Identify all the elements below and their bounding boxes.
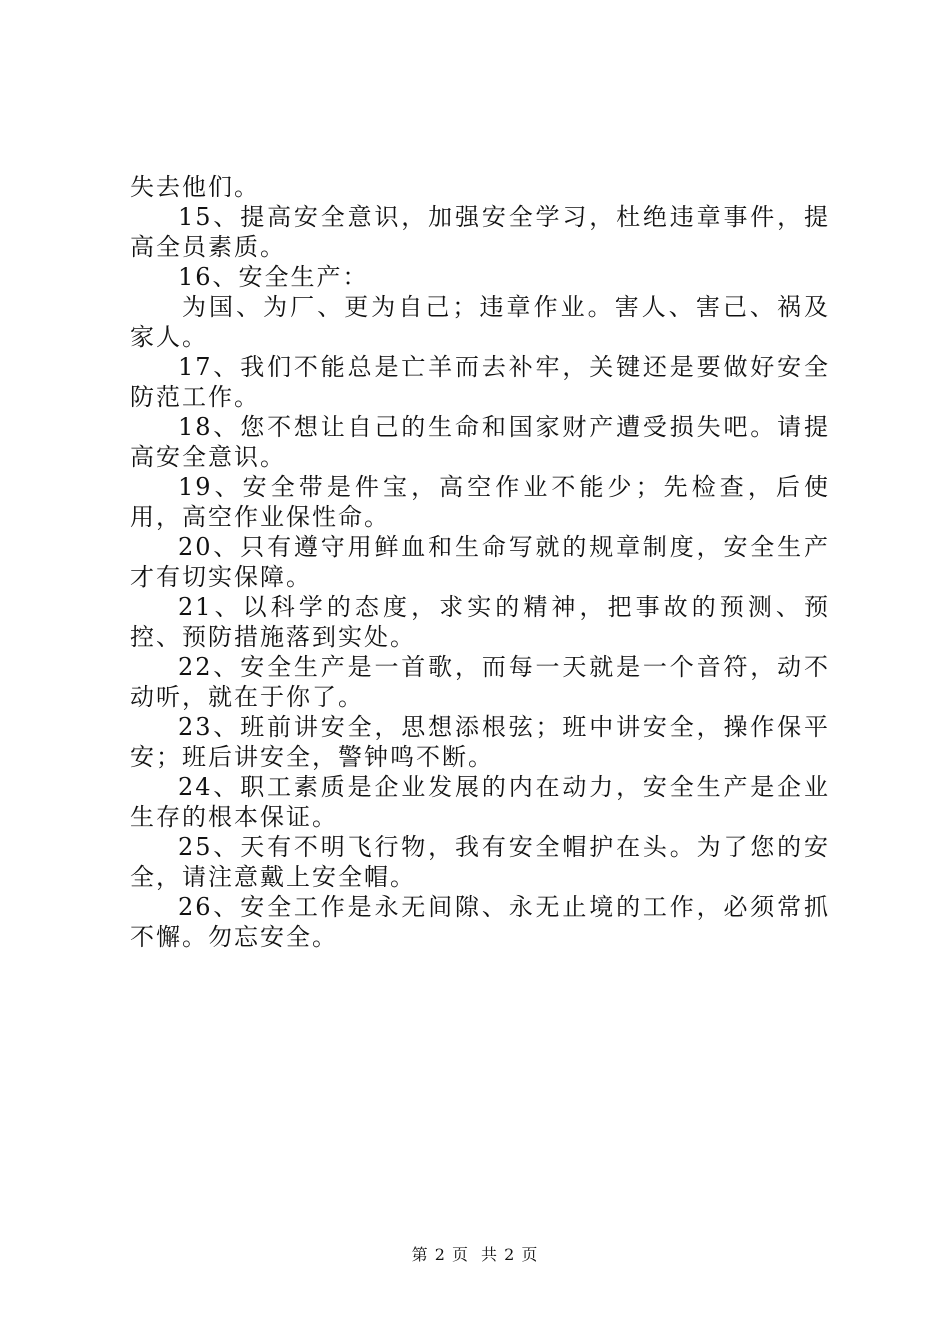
paragraph: 26、安全工作是永无间隙、永无止境的工作，必须常抓不懈。勿忘安全。 — [130, 893, 830, 951]
document-body — [130, 172, 830, 952]
paragraph: 25、天有不明飞行物，我有安全帽护在头。为了您的安全，请注意戴上安全帽。 — [130, 833, 830, 891]
paragraph: 16、安全生产： — [178, 263, 369, 291]
page-number: 第 2 页 — [411, 1245, 469, 1264]
paragraph: 17、我们不能总是亡羊而去补牢，关键还是要做好安全防范工作。 — [130, 353, 830, 411]
paragraph: 18、您不想让自己的生命和国家财产遭受损失吧。请提高安全意识。 — [130, 413, 830, 471]
paragraph: 20、只有遵守用鲜血和生命写就的规章制度，安全生产才有切实保障。 — [130, 533, 830, 591]
paragraph: 15、提高安全意识，加强安全学习，杜绝违章事件，提高全员素质。 — [130, 203, 830, 261]
page-footer — [0, 1242, 950, 1265]
paragraph: 23、班前讲安全，思想添根弦；班中讲安全，操作保平安；班后讲安全，警钟鸣不断。 — [130, 713, 830, 771]
page-total: 共 2 页 — [481, 1245, 539, 1264]
paragraph: 22、安全生产是一首歌，而每一天就是一个音符，动不动听，就在于你了。 — [130, 653, 830, 711]
paragraph: 19、安全带是件宝，高空作业不能少；先检查，后使用，高空作业保性命。 — [130, 473, 830, 531]
paragraph: 为国、为厂、更为自己；违章作业。害人、害己、祸及家人。 — [130, 293, 830, 351]
paragraph: 21、以科学的态度，求实的精神，把事故的预测、预控、预防措施落到实处。 — [130, 593, 830, 651]
paragraph: 失去他们。 — [130, 173, 260, 201]
paragraph: 24、职工素质是企业发展的内在动力，安全生产是企业生存的根本保证。 — [130, 773, 830, 831]
